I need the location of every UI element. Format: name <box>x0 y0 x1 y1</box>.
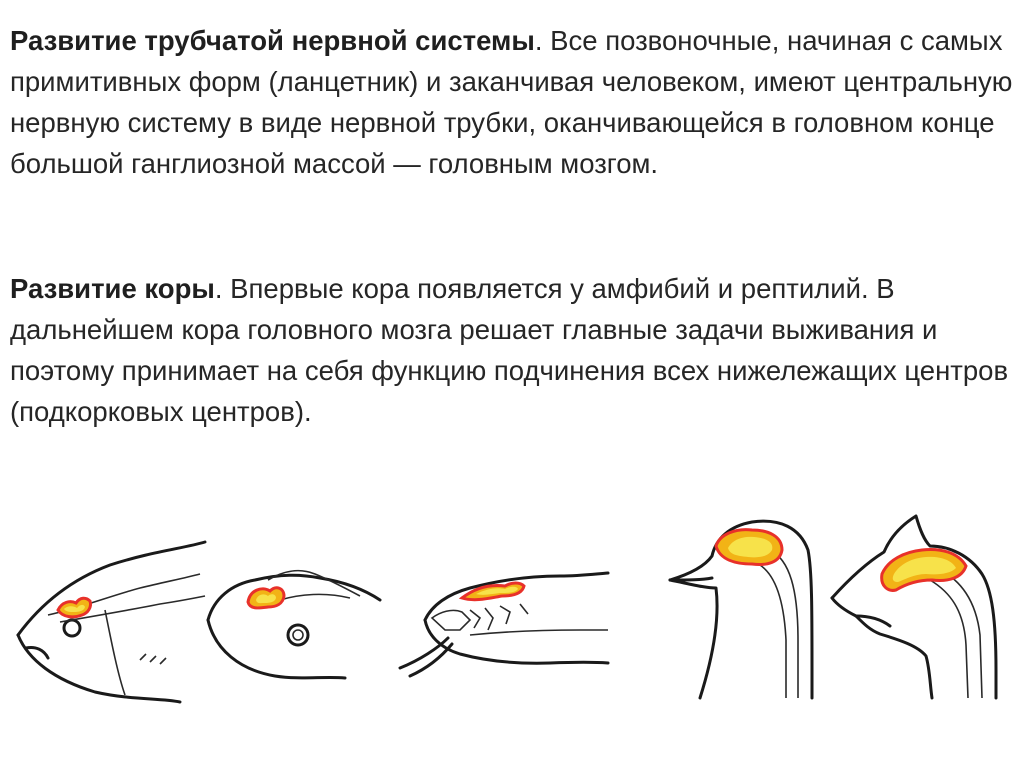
heading-tubular-nervous-system: Развитие трубчатой нервной системы <box>10 25 535 56</box>
text-tubular-nervous-system: . Все позвоночные, начиная с самых примитивных форм (ланцетник) и заканчивая человеком, имеют центральную нервную систему в виде нервной трубки, оканчивающейся в головном конце большой ганглиозной массой — головным мозгом. <box>10 25 1013 179</box>
fish-head-drawing <box>18 542 205 702</box>
heading-cortex-development: Развитие коры <box>10 273 215 304</box>
brain-evolution-figure <box>0 470 1024 767</box>
bird-head-drawing <box>670 521 812 698</box>
paragraph-cortex-development <box>10 268 1020 432</box>
frog-head-drawing <box>208 571 380 678</box>
text-cortex-development: . Впервые кора появляется у амфибий и рептилий. В дальнейшем кора головного мозга решает главные задачи выживания и поэтому принимает на себя функцию подчинения всех нижележащих центров (подкорковых центров). <box>10 273 1009 427</box>
snake-head-drawing <box>400 573 608 676</box>
brain-evolution-illustration <box>0 470 1024 767</box>
paragraph-tubular-nervous-system <box>10 20 1020 184</box>
dog-head-drawing <box>832 516 996 698</box>
